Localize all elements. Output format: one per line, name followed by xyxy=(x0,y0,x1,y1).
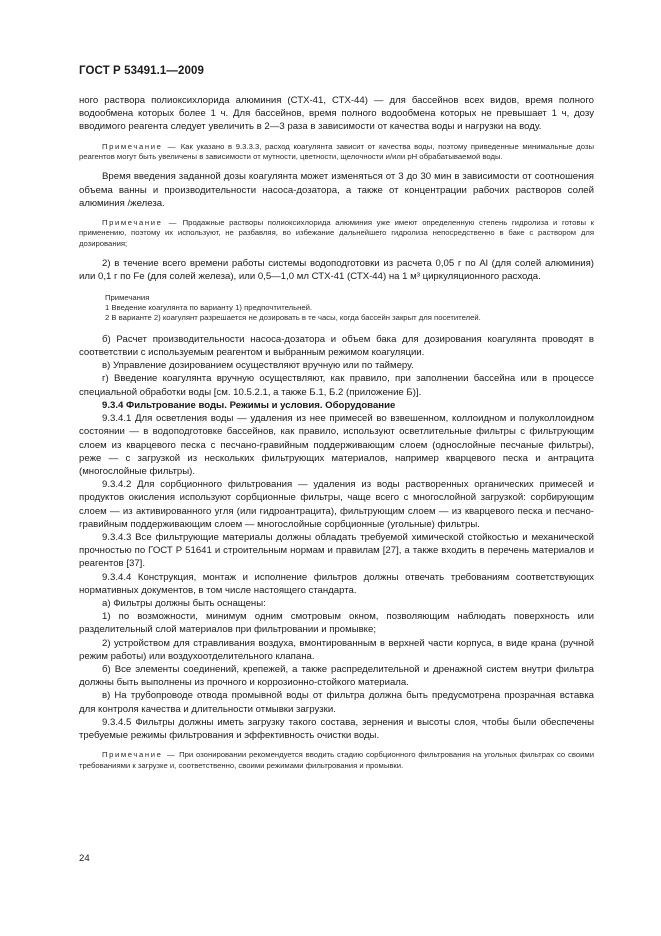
notes-heading: Примечания xyxy=(105,292,150,302)
page-content xyxy=(79,94,594,771)
section-heading-9-3-4: 9.3.4 Фильтрование воды. Режимы и условия. Оборудование xyxy=(102,399,396,411)
paragraph-injection-time: Время введения заданной дозы коагулянта может изменяться от 3 до 30 мин в зависимости от соотношения объема ванны и производительности насоса-дозатора, а также от концентрации рабочих растворов солей алюминия /железа. xyxy=(79,171,594,209)
note-label: Примечание — xyxy=(102,141,178,151)
note-solutions: Примечание — Продажные растворы полиоксихлорида алюминия уже имеют определенную степень гидролиза и готовы к применению, поэтому их используют, не разбавляя, во избежание дальнейшего гидролиза непосредственно в баке с раствором для дозирования; xyxy=(79,218,594,248)
item-a: а) Фильтры должны быть оснащены: xyxy=(102,597,266,609)
note-label: Примечание — xyxy=(102,750,177,760)
item-a-1: 1) по возможности, минимум одним смотровым окном, позволяющим наблюдать поверхность или разделительный слой материалов при фильтровании и промывке; xyxy=(79,611,594,636)
note-ozonation: Примечание — При озонировании рекомендуется вводить стадию сорбционного фильтрования на угольных фильтрах со своими требованиями к загрузке и, соответственно, своими режимами фильтрования и промывки. xyxy=(79,750,594,770)
paragraph-continuation: ного раствора полиоксихлорида алюминия (СТХ-41, СТХ-44) — для бассейнов всех видов, время полного водообмена которых более 1 ч. Для бассейнов, время полного водообмена которых не превышает 1 ч, дозу вводимого реагента следует увеличить в 2—3 раза в зависимости от качества воды и нагрузки на воду. xyxy=(79,95,594,133)
item-v-insert: в) На трубопроводе отвода промывной воды от фильтра должна быть предусмотрена прозрачная вставка для контроля качества и длительности отмывки загрузки. xyxy=(79,690,594,715)
note-label: Примечание — xyxy=(102,218,179,228)
clause-9-3-4-2: 9.3.4.2 Для сорбционного фильтрования — удаления из воды растворенных органических примесей и продуктов окисления используют сорбционные фильтры, чаще всего с многослойной загрузкой: сорбирующим слоем — из активированного угля (или гидроантрацита), фильтрующим слоем — из кварцевого песка и песчано-гравийным поддерживающим слоем — многослойные сорбционные (угольные) фильтры. xyxy=(79,479,594,530)
note-dosage: Примечание — Как указано в 9.3.3.3, расход коагулянта зависит от качества воды, поэтому приведенные минимальные дозы реагентов могут быть увеличены в зависимости от мутности, цветности, щелочности и/или pH обрабатываемой воды. xyxy=(79,141,594,162)
clause-9-3-4-1: 9.3.4.1 Для осветления воды — удаления из нее примесей во взвешенном, коллоидном и полуколлоидном состоянии — в водоподготовке бассейнов, как правило, используют осветлительные фильтры с фильтрующим слоем из кварцевого песка с песчано-гравийным поддерживающим слоем (однослойные песчаные фильтры), реже — с загрузкой из нескольких фильтрующих материалов, например кварцевого песка и антрацита (многослойные фильтры). xyxy=(79,413,594,477)
clause-9-3-4-3: 9.3.4.3 Все фильтрующие материалы должны обладать требуемой химической стойкостью и механической прочностью по ГОСТ Р 51641 и строительным нормам и правилам [27], а также входить в перечень материалов и реагентов [37]. xyxy=(79,531,594,570)
list-item-2: 2) в течение всего времени работы системы водоподготовки из расчета 0,05 г по Al (для солей алюминия) или 0,1 г по Fe (для солей железа), или 0,5—1,0 мл СТХ-41 (СТХ-44) на 1 м³ циркуляционного расхода. xyxy=(79,258,594,283)
item-b: б) Расчет производительности насоса-дозатора и объем бака для дозирования коагулянта проводят в соответствии с используемым реагентом и выбранным режимом коагуляции. xyxy=(79,333,594,359)
document-header: ГОСТ Р 53491.1—2009 xyxy=(79,65,204,77)
note-item-2: 2 В варианте 2) коагулянт разрешается не дозировать в те часы, когда бассейн закрыт для посетителей. xyxy=(105,313,481,323)
item-v: в) Управление дозированием осуществляют вручную или по таймеру. xyxy=(102,360,414,372)
clause-9-3-4-4: 9.3.4.4 Конструкция, монтаж и исполнение фильтров должны отвечать требованиям соответствующих нормативных документов, в том числе настоящего стандарта. xyxy=(79,571,594,596)
item-b-fittings: б) Все элементы соединений, крепежей, а также распределительной и дренажной систем внутри фильтра должны быть выполнены из прочного и коррозионно-стойкого материала. xyxy=(79,663,594,689)
note-item-1: 1 Введение коагулянта по варианту 1) предпочтительней. xyxy=(105,303,313,313)
item-a-2: 2) устройством для стравливания воздуха, вмонтированным в верхней части корпуса, в виде крана (ручной режим работы) или воздухоотделительного клапана. xyxy=(79,637,594,662)
item-g: г) Введение коагулянта вручную осуществляют, как правило, при заполнении бассейна или в процессе специальной обработки воды [см. 10.5.2.1, а также Б.1, Б.2 (приложение Б)]. xyxy=(79,373,594,398)
clause-9-3-4-5: 9.3.4.5 Фильтры должны иметь загрузку такого состава, зернения и высоты слоя, чтобы были обеспечены требуемые режимы фильтрования и эффективность очистки воды. xyxy=(79,716,594,741)
page-number: 24 xyxy=(79,853,90,864)
